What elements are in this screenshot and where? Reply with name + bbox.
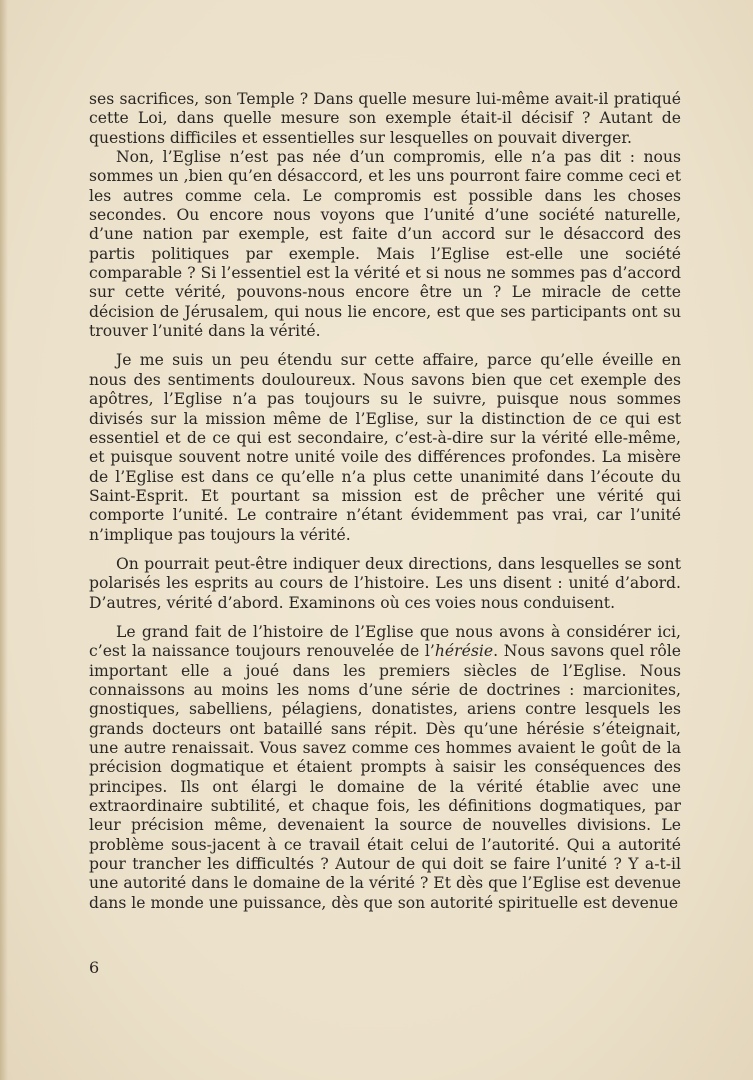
paragraph-4: [89, 555, 681, 613]
heresie-italic: hérésie: [434, 642, 494, 661]
paragraph-5-text-a: Le grand fait de l’histoire de l’Eglise que nous avons à considérer ici, c’est la naissance toujours renouvelée de l’: [89, 622, 681, 661]
paragraph-2: [89, 148, 681, 341]
paragraph-1-text: ses sacrifices, son Temple ? Dans quelle mesure lui-même avait-il pratiqué cette Loi, dans quelle mesure son exemple était-il décisif ? Autant de questions difficiles et essentielles sur lesquelles on pouvait diverger.: [89, 90, 681, 147]
paragraph-2-text: Non, l’Eglise n’est pas née d’un compromis, elle n’a pas dit : nous sommes un ,bien qu’en désaccord, et les uns pourront faire comme ceci et les autres comme cela. Le compromis est possible dans les choses secondes. Ou encore nous voyons que l’unité d’une société naturelle, d’une nation par exemple, est faite d’un accord sur le désaccord des partis politiques par exemple. Mais l’Eglise est-elle une société comparable ? Si l’essentiel est la vérité et si nous ne sommes pas d’accord sur cette vérité, pouvons-nous encore être un ? Le miracle de cette décision de Jérusalem, qui nous lie encore, est que ses participants ont su trouver l’unité dans la vérité.: [89, 148, 681, 341]
paragraph-5: [89, 623, 681, 913]
page-number: 6: [89, 958, 100, 977]
paragraph-4-text: On pourrait peut-être indiquer deux directions, dans lesquelles se sont polarisés les esprits au cours de l’histoire. Les uns disent : unité d’abord. D’autres, vérité d’abord. Examinons où ces voies nous conduisent.: [89, 554, 681, 612]
paragraph-3-text: Je me suis un peu étendu sur cette affaire, parce qu’elle éveille en nous des sentiments douloureux. Nous savons bien que cet exemple des apôtres, l’Eglise n’a pas toujours su le suivre, puisque nous sommes divisés sur la mission même de l’Eglise, sur la distinction de ce qui est essentiel et de ce qui est secondaire, c’est-à-dire sur la vérité elle-même, et puisque souvent notre unité voile des différences profondes. La misère de l’Eglise est dans ce qu’elle n’a plus cette unanimité dans l’écoute du Saint-Esprit. Et pourtant sa mission est de prêcher une vérité qui comporte l’unité. Le contraire n’étant évidemment pas vrai, car l’unité n’implique pas toujours la vérité.: [89, 351, 681, 544]
paragraph-1: [89, 90, 681, 148]
paragraph-5-text-b: . Nous savons quel rôle important elle a joué dans les premiers siècles de l’Eglise. Nous connaissons au moins les noms d’une série de doctrines : marcionites, gnostiques, sabelliens, pélagiens, donatistes, ariens contre lesquels les grands docteurs ont bataillé sans répit. Dès qu’une hérésie s’éteignait, une autre renaissait. Vous savez comme ces hommes avaient le goût de la précision dogmatique et étaient prompts à saisir les conséquences des principes. Ils ont élargi le domaine de la vérité établie avec une extraordinaire subtilité, et chaque fois, les définitions dogmatiques, par leur précision même, devenaient la source de nouvelles divisions. Le problème sous-jacent à ce travail était celui de l’autorité. Qui a autorité pour trancher les difficultés ? Autour de qui doit se faire l’unité ? Y a-t-il une autorité dans le domaine de la vérité ? Et dès que l’Eglise est devenue dans le monde une puissance, dès que son autorité spirituelle est devenue: [89, 642, 681, 912]
paragraph-3: [89, 351, 681, 544]
body-text: [89, 90, 681, 913]
